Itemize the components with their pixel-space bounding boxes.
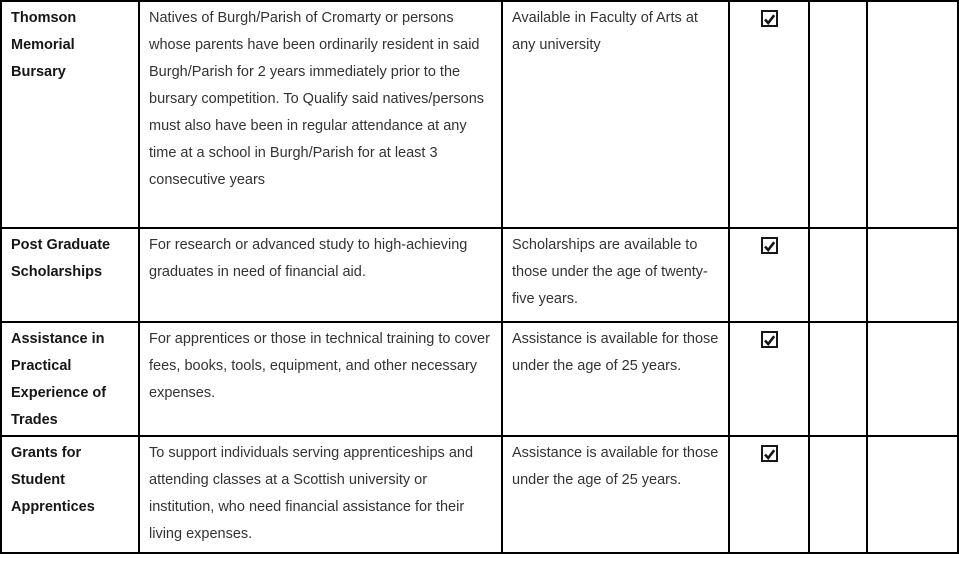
empty-cell	[867, 436, 958, 553]
table-row-thomson-memorial-bursary	[1, 1, 958, 228]
checkbox-cell	[729, 228, 809, 322]
empty-cell	[809, 322, 867, 436]
empty-cell	[809, 436, 867, 553]
empty-cell	[867, 1, 958, 228]
bursary-name: Post Graduate Scholarships	[1, 228, 139, 322]
bursary-description: For apprentices or those in technical training to cover fees, books, tools, equipment, and other necessary expenses.	[139, 322, 502, 436]
bursary-name: Grants for Student Apprentices	[1, 436, 139, 553]
bursary-description: For research or advanced study to high-achieving graduates in need of financial aid.	[139, 228, 502, 322]
bursary-availability: Scholarships are available to those under the age of twenty-five years.	[502, 228, 729, 322]
checked-checkbox-icon[interactable]	[761, 331, 778, 348]
empty-cell	[809, 228, 867, 322]
bursary-availability: Assistance is available for those under the age of 25 years.	[502, 436, 729, 553]
bursary-description: To support individuals serving apprenticeships and attending classes at a Scottish university or institution, who need financial assistance for their living expenses.	[139, 436, 502, 553]
checked-checkbox-icon[interactable]	[761, 445, 778, 462]
table-row-post-graduate-scholarships	[1, 228, 958, 322]
checked-checkbox-icon[interactable]	[761, 237, 778, 254]
table-row-assistance-practical-experience	[1, 322, 958, 436]
checkbox-cell	[729, 322, 809, 436]
empty-cell	[867, 228, 958, 322]
empty-cell	[867, 322, 958, 436]
bursary-availability: Assistance is available for those under the age of 25 years.	[502, 322, 729, 436]
bursary-availability: Available in Faculty of Arts at any university	[502, 1, 729, 228]
empty-cell	[809, 1, 867, 228]
checked-checkbox-icon[interactable]	[761, 10, 778, 27]
checkbox-cell	[729, 1, 809, 228]
bursary-name: Assistance in Practical Experience of Trades	[1, 322, 139, 436]
bursary-name: Thomson Memorial Bursary	[1, 1, 139, 228]
checkbox-cell	[729, 436, 809, 553]
table-row-grants-student-apprentices	[1, 436, 958, 553]
bursary-description: Natives of Burgh/Parish of Cromarty or persons whose parents have been ordinarily resident in said Burgh/Parish for 2 years immediately prior to the bursary competition. To Qualify said natives/persons must also have been in regular attendance at any time at a school in Burgh/Parish for at least 3 consecutive years	[139, 1, 502, 228]
